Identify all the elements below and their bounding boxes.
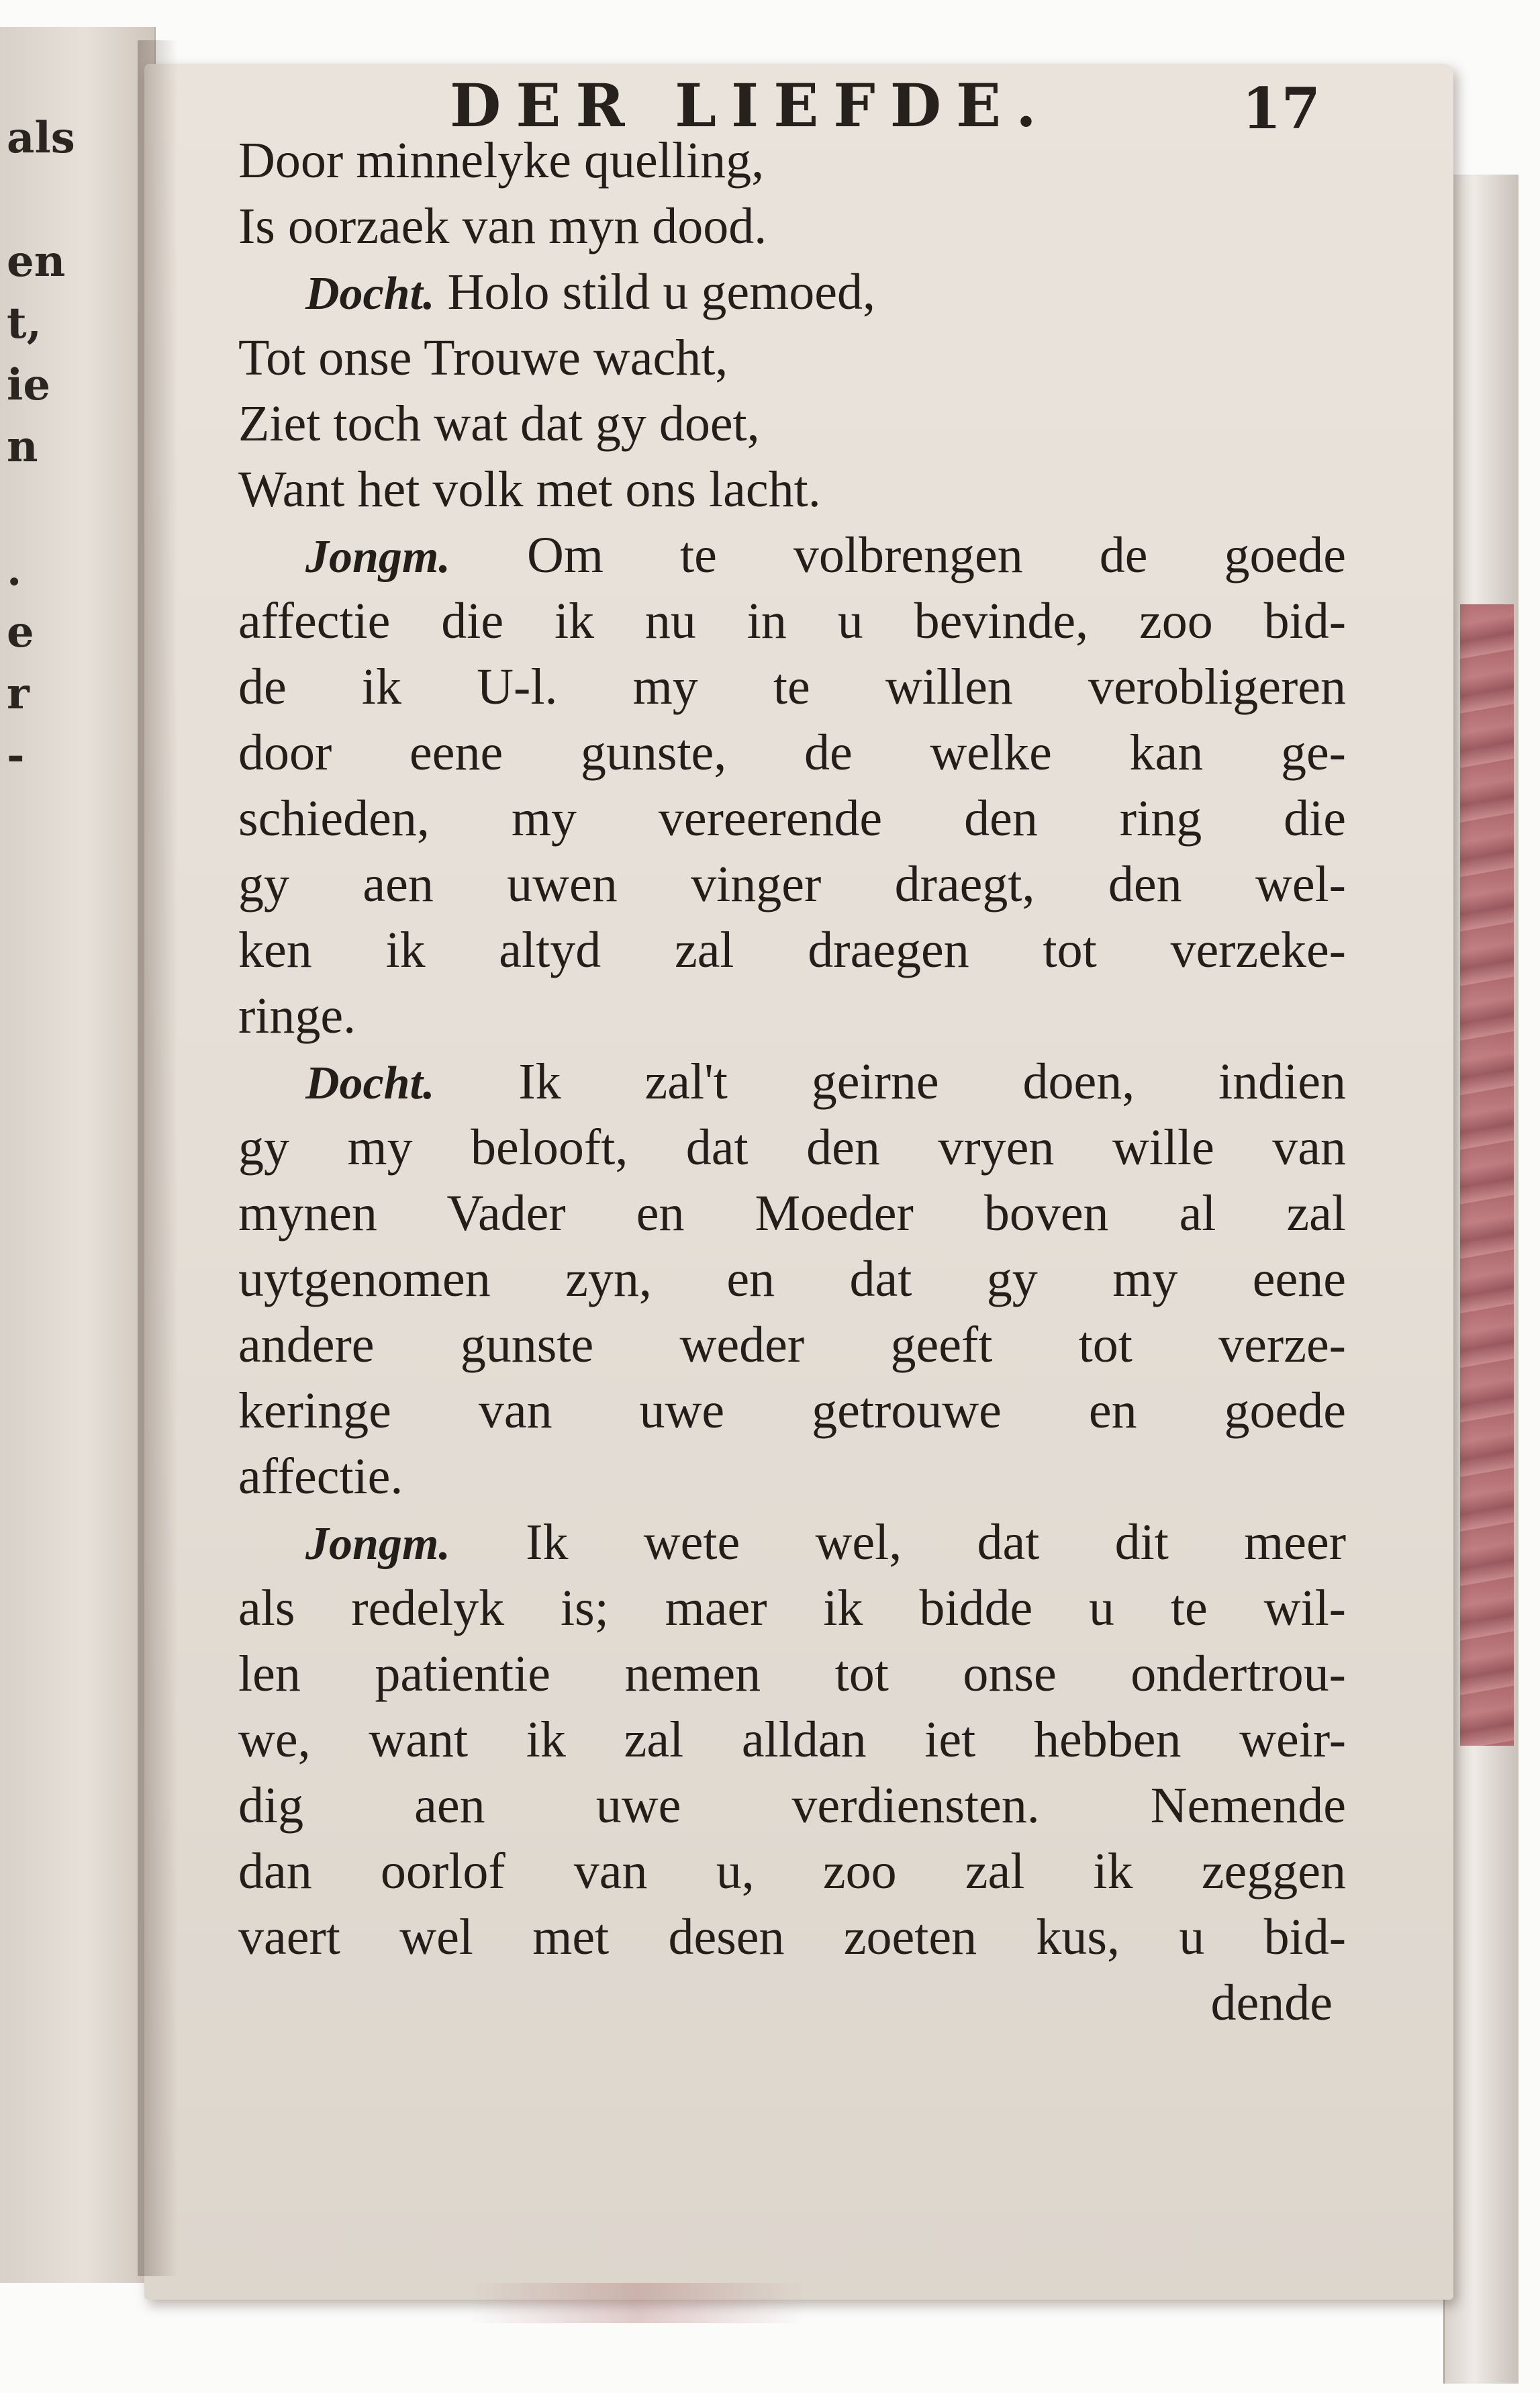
text-line: dig aen uwe verdiensten. Nemende: [238, 1777, 1346, 1834]
text-line: Door minnelyke quelling,: [238, 132, 765, 189]
text-line: [238, 1049, 1346, 1115]
page-text: [238, 128, 1346, 2036]
speaker-label: Jongm.: [305, 1518, 450, 1570]
text-line: de ik U-l. my te willen verobligeren: [238, 659, 1346, 715]
text-line: [238, 259, 1346, 325]
text-line: affectie.: [238, 1448, 403, 1505]
text-line: Is oorzaek van myn dood.: [238, 198, 767, 254]
text-line: andere gunste weder geeft tot verze-: [238, 1317, 1346, 1373]
text-line: als redelyk is; maer ik bidde u te wil-: [238, 1580, 1346, 1636]
text-line: len patientie nemen tot onse ondertrou-: [238, 1646, 1346, 1702]
page-edge-tint: [470, 2283, 806, 2323]
text-line: keringe van uwe getrouwe en goede: [238, 1382, 1346, 1439]
text-line: door eene gunste, de welke kan ge-: [238, 724, 1346, 781]
running-head: DER LIEFDE.: [450, 71, 1051, 140]
text-line: Tot onse Trouwe wacht,: [238, 330, 728, 386]
text-line: dan oorlof van u, zoo zal ik zeggen: [238, 1843, 1346, 1899]
text-line: affectie die ik nu in u bevinde, zoo bid-: [238, 593, 1346, 649]
speaker-label: Jongm.: [305, 531, 450, 583]
page-gutter-shadow: [138, 40, 178, 2276]
left-page-text-fragments: als en t, ie n . e r -: [7, 113, 75, 781]
verse-text: Holo stild u gemoed,: [447, 264, 876, 320]
speaker-label: Docht.: [305, 268, 435, 320]
page-number: 17: [1242, 75, 1320, 142]
text-line: vaert wel met desen zoeten kus, u bid-: [238, 1909, 1346, 1965]
text-line: gy my belooft, dat den vryen wille van: [238, 1119, 1346, 1176]
speaker-label: Docht.: [305, 1058, 435, 1109]
paragraph-text: Ik zal't geirne doen, indien: [518, 1053, 1346, 1110]
text-line: [238, 522, 1346, 588]
text-line: Want het volk met ons lacht.: [238, 461, 821, 518]
text-line: uytgenomen zyn, en dat gy my eene: [238, 1251, 1346, 1307]
text-line: we, want ik zal alldan iet hebben weir-: [238, 1711, 1346, 1768]
marbled-endpaper: [1460, 604, 1514, 1746]
catchword: dende: [1210, 1975, 1333, 2031]
paragraph-text: Om te volbrengen de goede: [526, 527, 1347, 583]
text-line: Ziet toch wat dat gy doet,: [238, 395, 760, 452]
text-line: mynen Vader en Moeder boven al zal: [238, 1185, 1346, 1241]
paragraph-text: Ik wete wel, dat dit meer: [526, 1514, 1346, 1570]
text-line: [238, 1509, 1346, 1575]
text-line: ringe.: [238, 988, 356, 1044]
left-facing-page: [0, 27, 156, 2283]
text-line: gy aen uwen vinger draegt, den wel-: [238, 856, 1346, 912]
text-line: ken ik altyd zal draegen tot verzeke-: [238, 922, 1346, 978]
text-line: schieden, my vereerende den ring die: [238, 790, 1346, 847]
